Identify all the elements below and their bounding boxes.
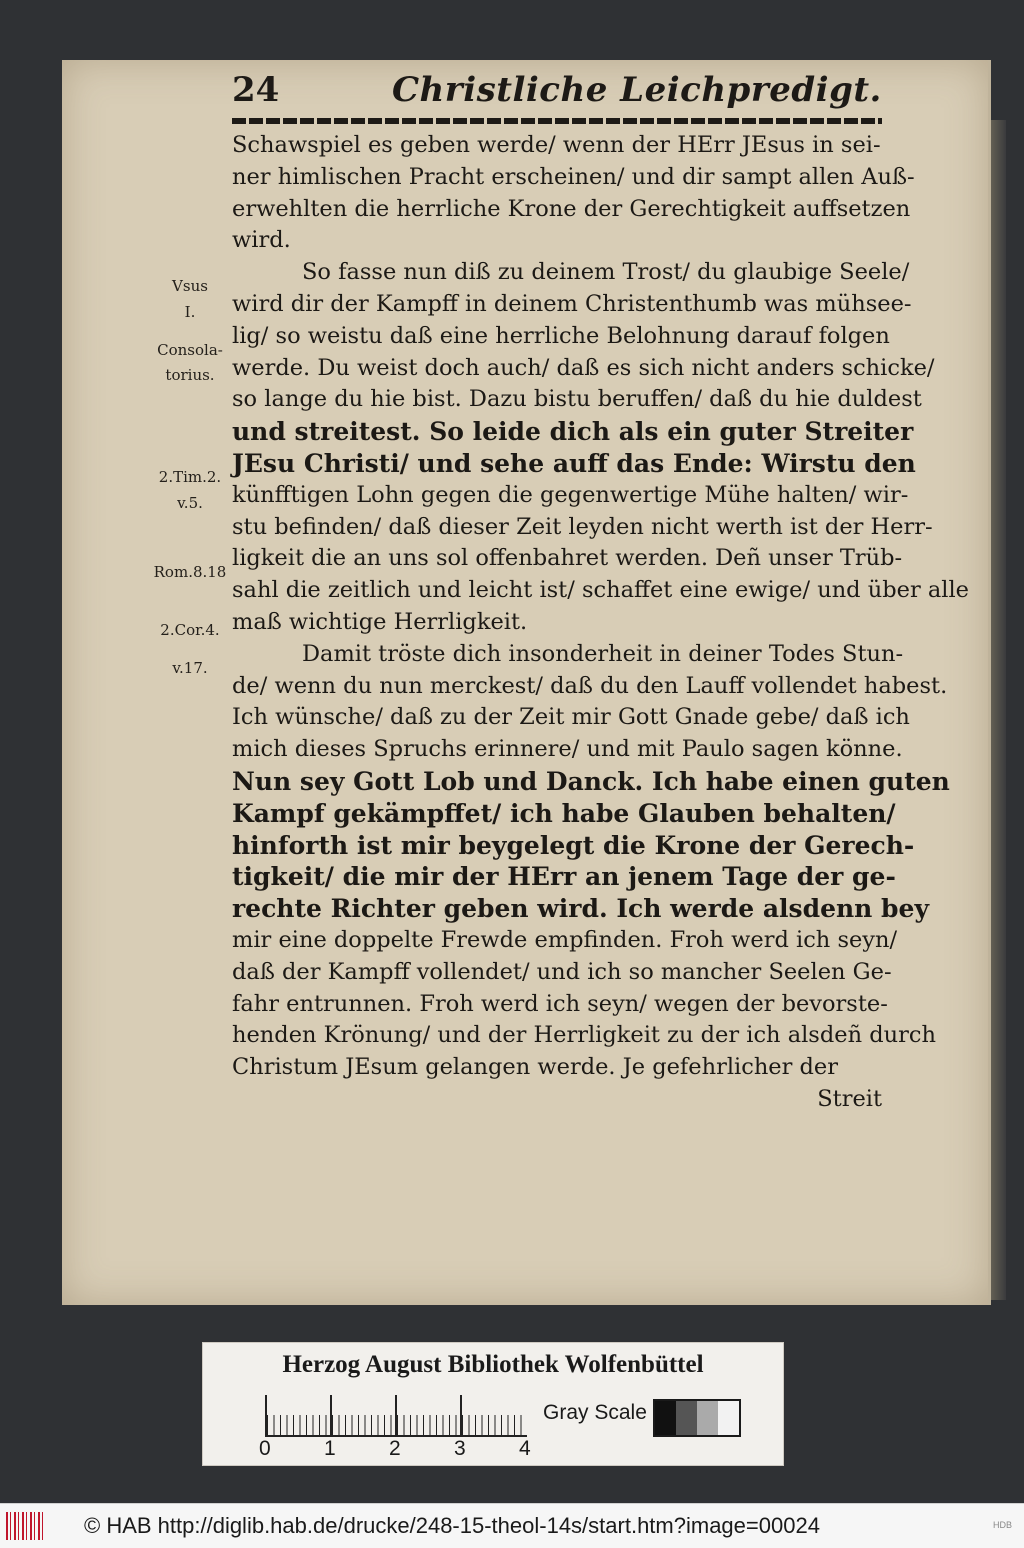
ruler-label: 4 [519,1437,531,1460]
page-number: 24 [232,70,280,110]
ruler-label: 0 [259,1437,271,1460]
text-line: Damit tröste dich insonderheit in deiner Todes Stun- [302,640,904,667]
text-line: tigkeit/ die mir der HErr an jenem Tage der ge- [232,862,896,892]
ruler-scale [265,1401,527,1437]
text-line: werde. Du weist doch auch/ daß es sich nicht anders schicke/ [232,354,935,381]
body-text [232,130,969,1116]
text-line: wird dir der Kampff in deinem Christenthumb was mühsee- [232,290,912,317]
library-color-card [202,1342,784,1466]
text-line: stu befinden/ daß dieser Zeit leyden nicht werth ist der Herr- [232,513,933,540]
text-line: Christum JEsum gelangen werde. Je gefehrlicher der [232,1054,839,1081]
margin-note: Rom.8.18 [153,563,227,582]
margin-note: 2.Cor.4. [160,620,220,639]
text-line: mir eine doppelte Frewde empfinden. Froh werd ich seyn/ [232,926,898,953]
text-line: Ich wünsche/ daß zu der Zeit mir Gott Gnade gebe/ daß ich [232,704,910,731]
gray-scale-label: Gray Scale [543,1401,647,1424]
gray-swatch [697,1401,718,1435]
gray-swatch [718,1401,739,1435]
margin-note: Vsus [172,277,208,295]
text-line: rechte Richter geben wird. Ich werde alsdenn bey [232,894,929,924]
text-line: JEsu Christi/ und sehe auff das Ende: Wirstu den [232,448,916,478]
text-line: de/ wenn du nun merckest/ daß du den Lauff vollendet habest. [232,672,948,699]
text-line: Kampf gekämpffet/ ich habe Glauben behalten/ [232,798,896,828]
text-line: fahr entrunnen. Froh werd ich seyn/ wegen der bevorste- [232,990,888,1017]
text-line: und streitest. So leide dich als ein guter Streiter [232,417,914,447]
margin-note: Consola- [157,340,223,359]
ruler-label: 1 [324,1437,336,1460]
header-rule [232,118,882,124]
margin-note: torius. [165,366,215,385]
ruler-label: 2 [389,1437,401,1460]
footer-bar [0,1503,1024,1548]
hab-logo-icon[interactable] [6,1512,46,1540]
text-line: lig/ so weistu daß eine herrliche Belohnung darauf folgen [232,322,890,349]
text-line: So fasse nun diß zu deinem Trost/ du glaubige Seele/ [302,259,910,286]
footer-mark: HDB [992,1520,1012,1530]
margin-note: I. [184,302,196,321]
library-name: Herzog August Bibliothek Wolfenbüttel [282,1351,704,1378]
margin-note: v.5. [177,493,203,512]
text-line: Streit [817,1085,882,1112]
text-line: künfftigen Lohn gegen die gegenwertige Mühe halten/ wir- [232,481,909,508]
copyright-url[interactable]: © HAB http://diglib.hab.de/drucke/248-15-theol-14s/start.htm?image=00024 [84,1513,820,1538]
text-line: wird. [232,227,291,254]
text-line: daß der Kampff vollendet/ und ich so mancher Seelen Ge- [232,958,892,985]
text-line: so lange du hie bist. Dazu bistu beruffen/ daß du hie duldest [232,386,922,413]
text-line: mich dieses Spruchs erinnere/ und mit Paulo sagen könne. [232,736,903,763]
margin-note: 2.Tim.2. [158,467,222,486]
text-line: Nun sey Gott Lob und Danck. Ich habe einen guten [232,766,950,796]
gray-scale-swatches [653,1399,741,1437]
gray-swatch [655,1401,676,1435]
text-line: ner himlischen Pracht erscheinen/ und dir sampt allen Auß- [232,163,915,190]
ruler-label: 3 [454,1437,466,1460]
text-line: erwehlten die herrliche Krone der Gerechtigkeit auffsetzen [232,195,911,222]
text-line: ligkeit die an uns sol offenbahret werden. Deñ unser Trüb- [232,545,903,572]
text-line: henden Krönung/ und der Herrligkeit zu der ich alsdeñ durch [232,1022,936,1049]
text-line: sahl die zeitlich und leicht ist/ schaffet eine ewige/ und über alle [232,577,969,604]
page-header [232,70,882,116]
text-line: Schawspiel es geben werde/ wenn der HErr JEsus in sei- [232,132,881,158]
running-head: Christliche Leichpredigt. [392,70,882,110]
gray-swatch [676,1401,697,1435]
text-line: maß wichtige Herrligkeit. [232,608,528,635]
text-line: hinforth ist mir beygelegt die Krone der Gerech- [232,830,915,860]
margin-note: v.17. [172,658,208,677]
